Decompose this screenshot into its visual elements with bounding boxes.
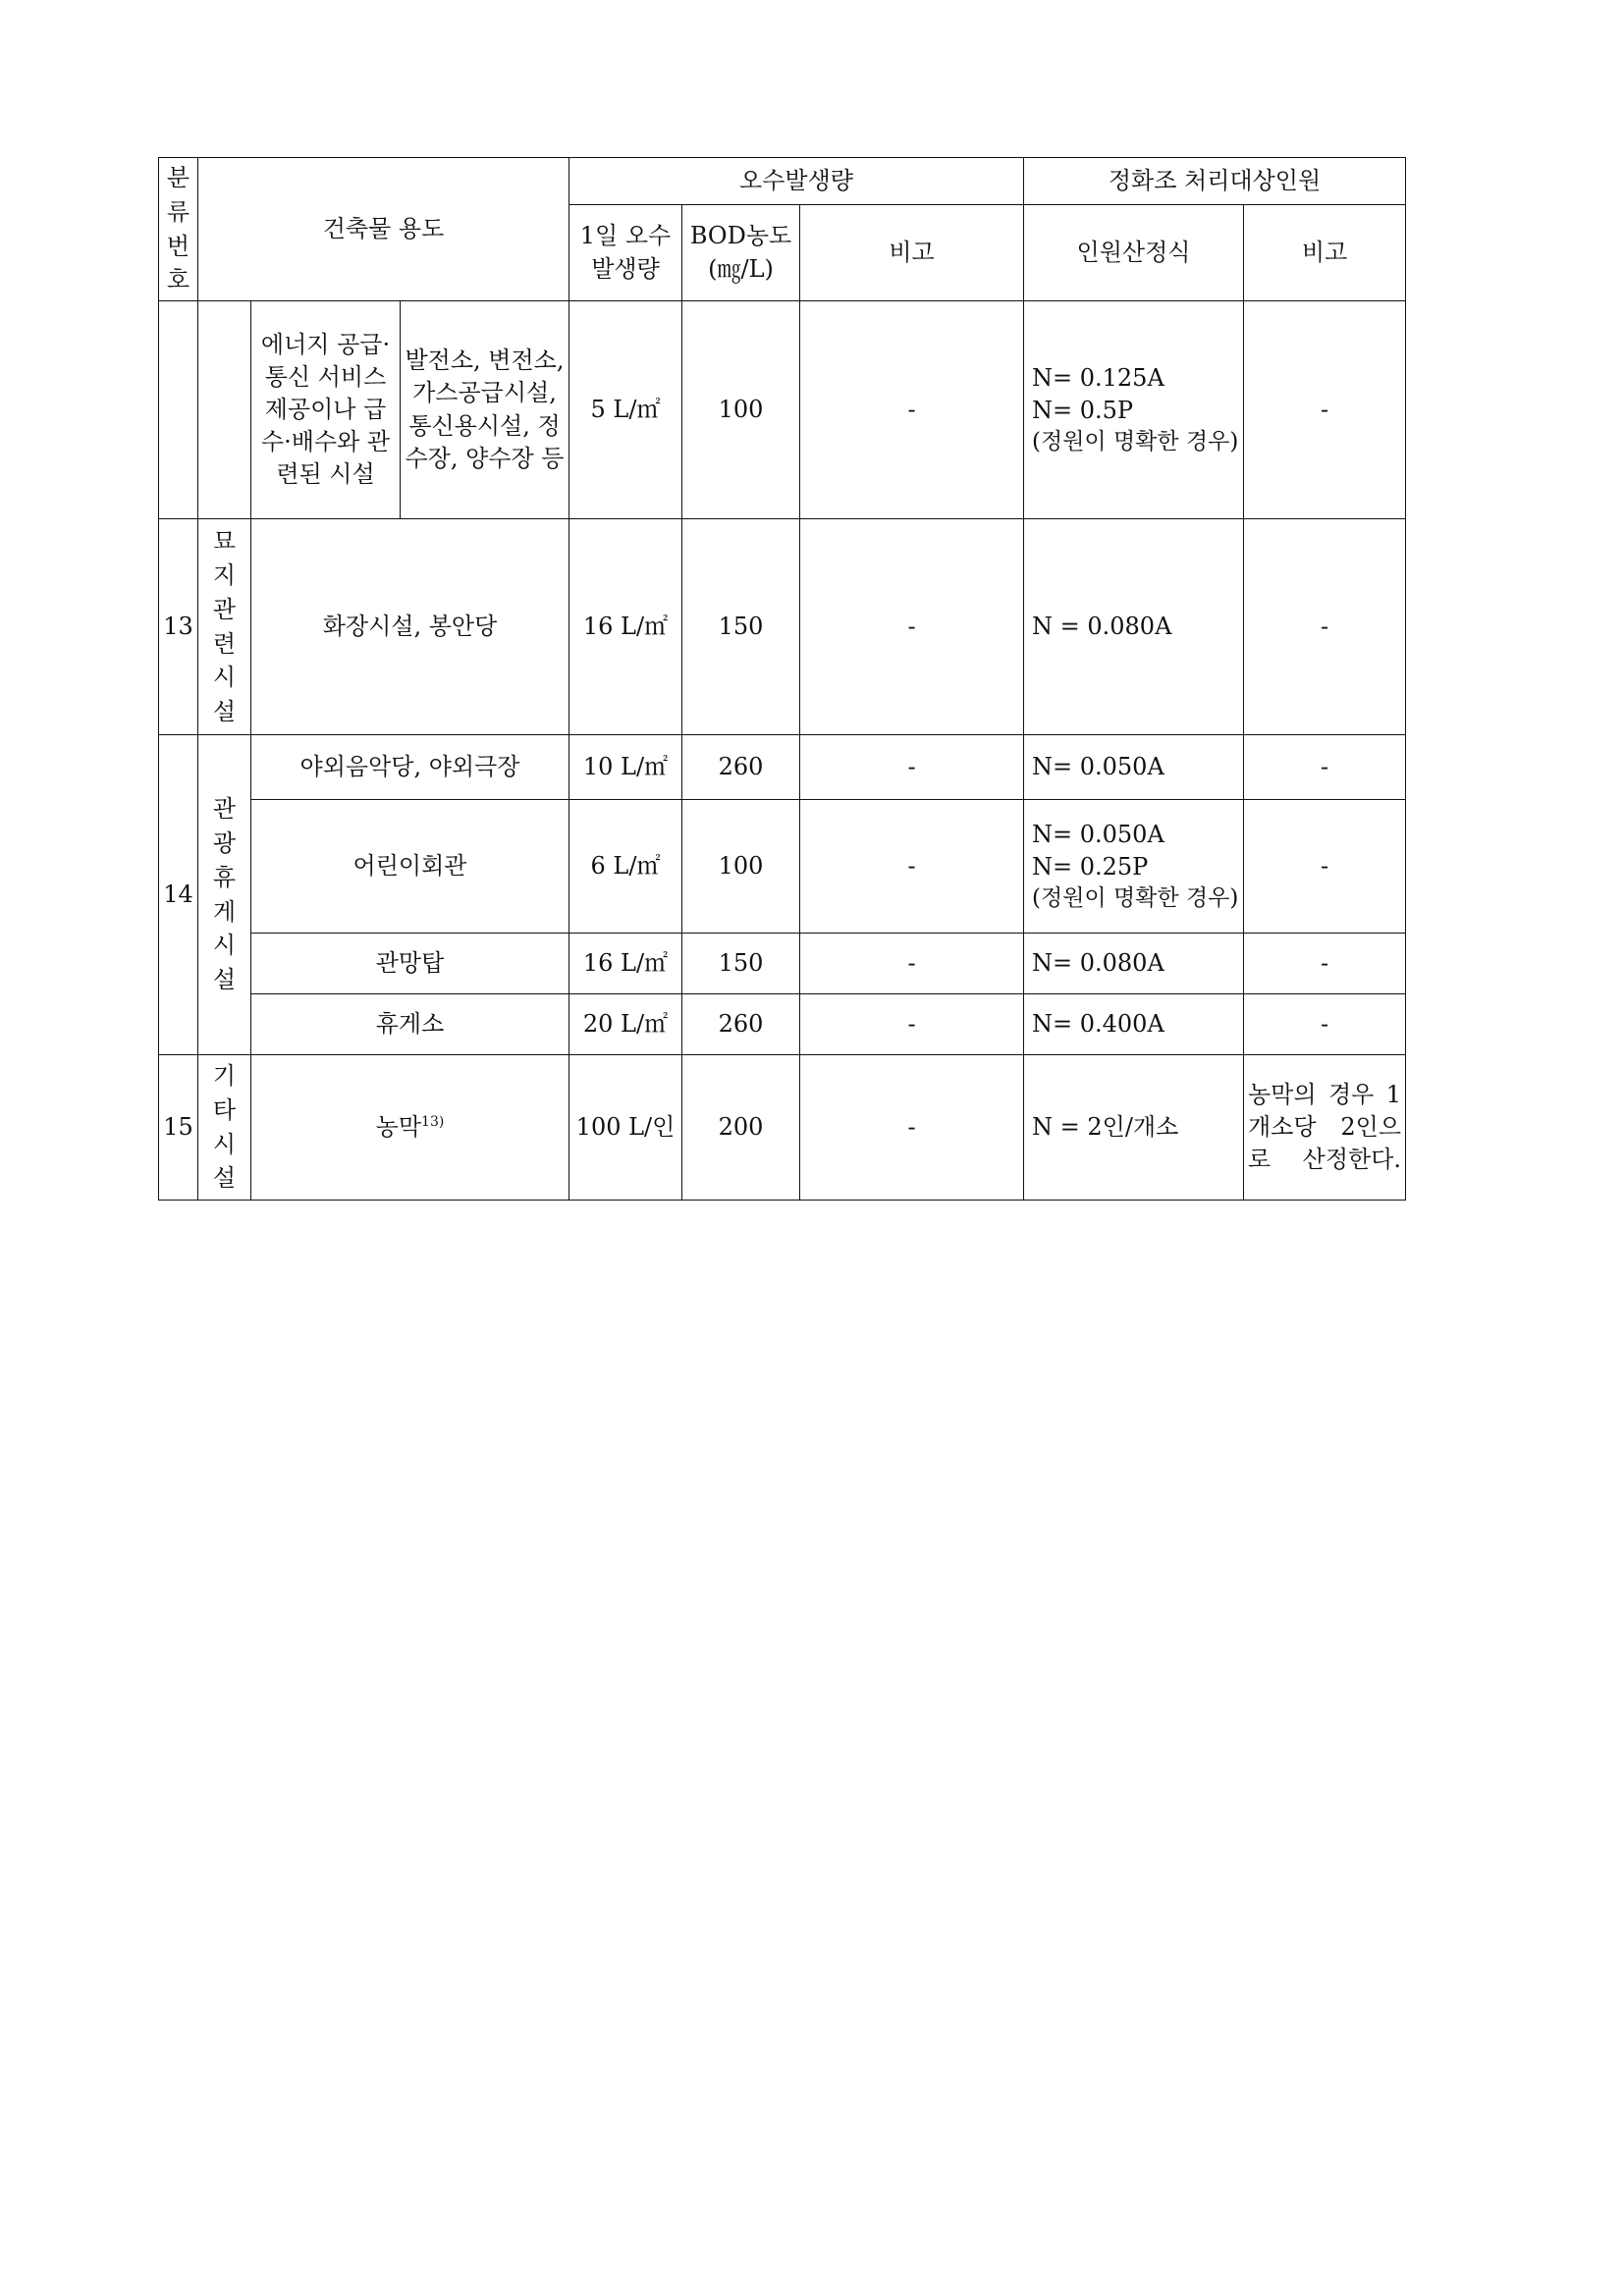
energy-group <box>198 301 251 519</box>
row14d-formula: N= 0.400A <box>1024 994 1244 1055</box>
header-row-1 <box>159 158 1406 205</box>
row14b-formula-1: N= 0.050A <box>1032 820 1164 848</box>
row14a-facility: 야외음악당, 야외극장 <box>251 735 569 800</box>
energy-number <box>159 301 198 519</box>
header-remark2: 비고 <box>1244 205 1406 301</box>
row15-number: 15 <box>159 1055 198 1201</box>
row15-formula: N = 2인/개소 <box>1024 1055 1244 1201</box>
row15-bod: 200 <box>682 1055 800 1201</box>
row14d-facility: 휴게소 <box>251 994 569 1055</box>
header-bod: BOD농도 (㎎/L) <box>682 205 800 301</box>
row14d-remark2: - <box>1244 994 1406 1055</box>
header-number: 분류번호 <box>159 158 198 301</box>
row14c-daily: 16 L/㎡ <box>569 934 682 994</box>
energy-bod: 100 <box>682 301 800 519</box>
header-septic-group: 정화조 처리대상인원 <box>1024 158 1406 205</box>
row14c-bod: 150 <box>682 934 800 994</box>
energy-formula-2: N= 0.5P <box>1032 396 1134 424</box>
row14c-remark: - <box>800 934 1024 994</box>
row14b-remark2: - <box>1244 800 1406 934</box>
row13-formula: N = 0.080A <box>1024 519 1244 735</box>
row14-number: 14 <box>159 735 198 1055</box>
row14b-facility: 어린이회관 <box>251 800 569 934</box>
energy-daily: 5 L/㎡ <box>569 301 682 519</box>
row14b-daily: 6 L/㎡ <box>569 800 682 934</box>
sewage-table <box>158 157 1406 1201</box>
row14d-daily: 20 L/㎡ <box>569 994 682 1055</box>
row13-group: 묘지관련시설 <box>198 519 251 735</box>
row15-footnote: 13) <box>421 1113 445 1130</box>
row13-facility: 화장시설, 봉안당 <box>251 519 569 735</box>
header-daily: 1일 오수 발생량 <box>569 205 682 301</box>
energy-remark: - <box>800 301 1024 519</box>
row13-bod: 150 <box>682 519 800 735</box>
table-row-14-a <box>159 735 1406 800</box>
energy-formula-1: N= 0.125A <box>1032 363 1164 392</box>
row15-facility-label: 농막 <box>375 1112 422 1141</box>
row14d-bod: 260 <box>682 994 800 1055</box>
table-row-14-d <box>159 994 1406 1055</box>
row14b-formula-2: N= 0.25P <box>1032 852 1149 881</box>
row14c-facility: 관망탑 <box>251 934 569 994</box>
row13-number: 13 <box>159 519 198 735</box>
energy-facilities: 발전소, 변전소, 가스공급시설, 통신용시설, 정수장, 양수장 등 <box>401 301 569 519</box>
row14b-bod: 100 <box>682 800 800 934</box>
row14b-formula <box>1024 800 1244 934</box>
row15-group: 기타시설 <box>198 1055 251 1201</box>
table-row-14-c <box>159 934 1406 994</box>
header-sewage-group: 오수발생량 <box>569 158 1024 205</box>
row15-remark: - <box>800 1055 1024 1201</box>
energy-remark2: - <box>1244 301 1406 519</box>
row14a-remark2: - <box>1244 735 1406 800</box>
row14d-remark: - <box>800 994 1024 1055</box>
table-row-energy <box>159 301 1406 519</box>
row13-remark2: - <box>1244 519 1406 735</box>
row14a-remark: - <box>800 735 1024 800</box>
table-row-15 <box>159 1055 1406 1201</box>
energy-category: 에너지 공급·통신 서비스 제공이나 급수·배수와 관련된 시설 <box>251 301 401 519</box>
row14b-formula-note: (정원이 명확한 경우) <box>1032 884 1239 911</box>
header-remark: 비고 <box>800 205 1024 301</box>
row14a-bod: 260 <box>682 735 800 800</box>
row14c-remark2: - <box>1244 934 1406 994</box>
table-row-13 <box>159 519 1406 735</box>
row14-group: 관광휴게시설 <box>198 735 251 1055</box>
header-usage: 건축물 용도 <box>198 158 569 301</box>
energy-formula-note: (정원이 명확한 경우) <box>1032 428 1239 454</box>
row14b-remark: - <box>800 800 1024 934</box>
energy-formula <box>1024 301 1244 519</box>
row15-daily: 100 L/인 <box>569 1055 682 1201</box>
row14a-daily: 10 L/㎡ <box>569 735 682 800</box>
row14a-formula: N= 0.050A <box>1024 735 1244 800</box>
row13-daily: 16 L/㎡ <box>569 519 682 735</box>
row14c-formula: N= 0.080A <box>1024 934 1244 994</box>
row15-facility <box>251 1055 569 1201</box>
header-formula: 인원산정식 <box>1024 205 1244 301</box>
row13-remark: - <box>800 519 1024 735</box>
row15-remark2: 농막의 경우 1개소당 2인으로 산정한다. <box>1244 1055 1406 1201</box>
table-row-14-b <box>159 800 1406 934</box>
